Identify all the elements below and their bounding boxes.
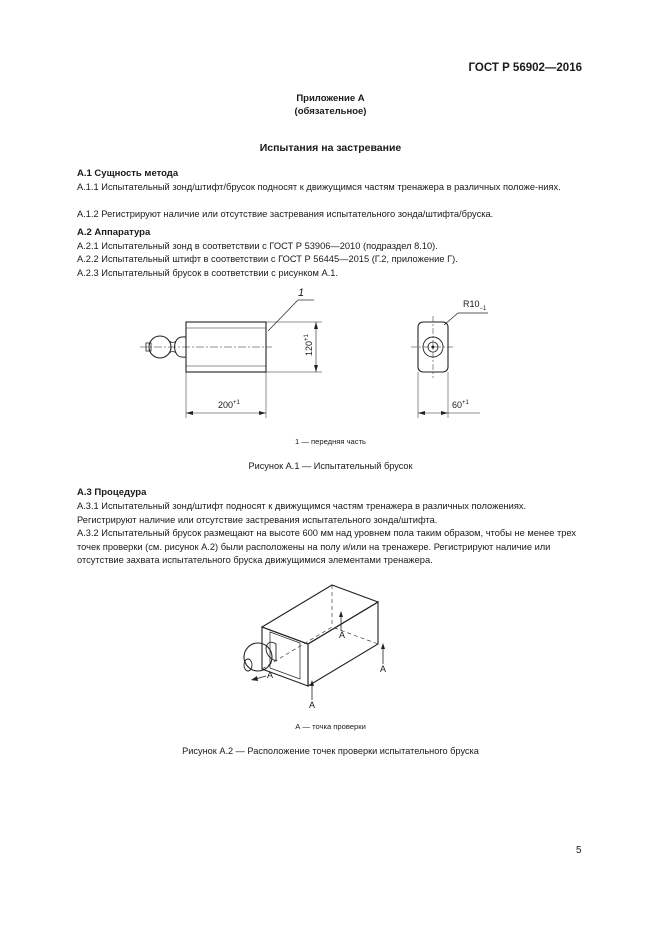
paragraph-a1-2-text: А.1.2 Регистрируют наличие или отсутствие застревания испытательного зонда/штифта/бруска. — [77, 209, 494, 219]
annex-status: (обязательное) — [294, 106, 367, 117]
callout-leader — [268, 300, 298, 331]
paragraph-a1-2 — [77, 208, 585, 222]
figure-a2-caption: Рисунок А.2 — Расположение точек проверки испытательного бруска — [182, 746, 479, 756]
section-a3-heading: А.3 Процедура — [77, 487, 147, 498]
probe-ball — [149, 336, 171, 358]
paragraph-a2-1: А.2.1 Испытательный зонд в соответствии с ГОСТ Р 53906—2010 (подраздел 8.10). — [77, 241, 438, 251]
point-label-right: A — [380, 664, 387, 674]
figure-a1-caption: Рисунок А.1 — Испытательный брусок — [248, 461, 413, 471]
page-number: 5 — [576, 845, 582, 856]
dim-width — [452, 400, 469, 410]
radius-value: R10 — [463, 299, 480, 309]
dim-height-tol: +1 — [304, 334, 310, 341]
probe-ball-iso — [244, 643, 272, 671]
dim-length-value: 200 — [218, 400, 234, 410]
bar-side-face — [308, 602, 378, 686]
paragraph-a1-1 — [77, 181, 585, 195]
dim-height-value: 120 — [304, 340, 314, 356]
paragraph-a2-3: А.2.3 Испытательный брусок в соответствии с рисунком А.1. — [77, 268, 339, 278]
annex-heading — [0, 92, 661, 118]
point-label-bottom: A — [309, 700, 316, 710]
dim-height — [304, 334, 314, 356]
bar-end-outline — [418, 322, 448, 372]
dim-length — [218, 400, 240, 410]
figure-a1-legend: 1 — передняя часть — [294, 437, 367, 446]
radius-tol: −1 — [479, 305, 487, 312]
probe-neck — [175, 337, 187, 357]
paragraph-a3-1: А.3.1 Испытательный зонд/штифт подносят к движущимся частям тренажера в различных положениях. Регистрируют наличие или отсутствие застревания испытательного зонда/штифта. — [77, 501, 527, 525]
paragraph-a1-1-text: А.1.1 Испытательный зонд/штифт/брусок подносят к движущимся частям тренажера в различных положе-ниях. — [77, 182, 561, 192]
document-title: Испытания на застревание — [259, 142, 402, 154]
section-a1-heading: А.1 Сущность метода — [77, 168, 179, 179]
arrow-left — [252, 676, 266, 680]
figure-a2-drawing — [244, 585, 385, 700]
dim-width-value: 60 — [452, 400, 463, 410]
paragraph-a2-2: А.2.2 Испытательный штифт в соответствии с ГОСТ Р 56445—2015 (Г.2, приложение Г). — [77, 254, 458, 264]
figure-a2-legend: А — точка проверки — [295, 722, 366, 731]
point-label-left: A — [267, 670, 274, 680]
bar-side-outline — [186, 322, 266, 372]
annex-title: Приложение А — [296, 93, 365, 104]
point-label-top: A — [339, 630, 346, 640]
bar-top-face — [262, 585, 378, 644]
radius-label — [463, 299, 486, 312]
standard-header: ГОСТ Р 56902—2016 — [468, 62, 582, 74]
dim-width-tol: +1 — [462, 400, 469, 406]
callout-number: 1 — [298, 287, 305, 299]
paragraph-a3-2: А.3.2 Испытательный брусок размещают на высоте 600 мм над уровнем пола таким образом, чтобы не менее трех точек проверки (см. рисунок А.2) были расположены на полу и/или на тренажере. Регистрируют наличие или отсутствие захвата испытательного бруска движущимися элементами тренажера. — [77, 528, 577, 566]
dim-length-tol: +1 — [233, 400, 240, 406]
section-a2-heading: А.2 Аппаратура — [77, 227, 151, 238]
